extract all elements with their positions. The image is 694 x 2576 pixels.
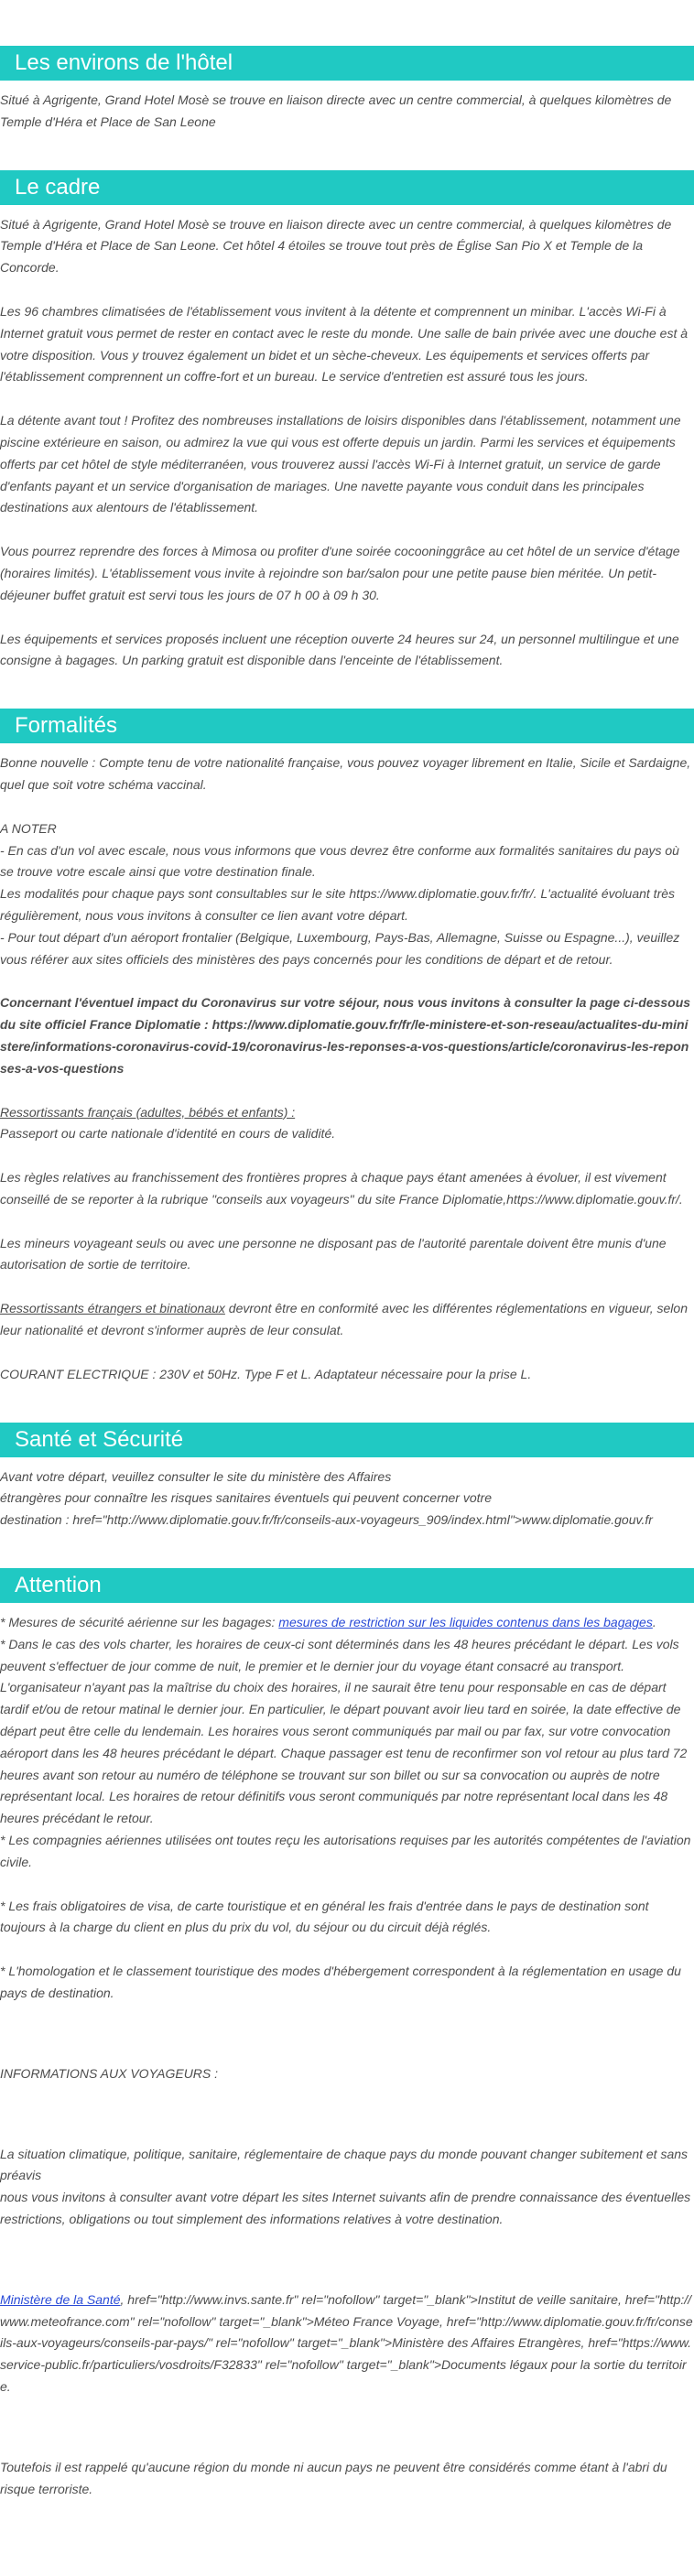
cadre-paragraph: Les 96 chambres climatisées de l'établissement vous invitent à la détente et comprennent un minibar. L'accès Wi-Fi à Internet gratuit vous permet de rester en contact avec le reste du monde. Une salle de bain privée avec une douche est à votre disposition. Vous y trouvez également un bidet et un sèche-cheveux. Les équipements et services offerts par l'établissement comprennent un coffre-fort et un bureau. Le service d'entretien est assuré tous les jours.: [0, 303, 689, 384]
formalites-note-block: [0, 818, 694, 971]
climate-line: La situation climatique, politique, sanitaire, réglementaire de chaque pays du monde pouvant changer subitement et sans préavis: [0, 2146, 689, 2183]
baggage-suffix: .: [652, 1615, 656, 1630]
note-title: A NOTER: [0, 820, 57, 836]
border-rules: Les règles relatives au franchissement des frontières propres à chaque pays étant amenées à évoluer, il est vivement conseillé de se reporter à la rubrique "conseils aux voyageurs" du site France Diplomatie,https://www.diplomatie.gouv.fr/.: [0, 1170, 683, 1207]
formalites-intro: Bonne nouvelle : Compte tenu de votre nationalité française, vous pouvez voyager librement en Italie, Sicile et Sardaigne, quel que soit votre schéma vaccinal.: [0, 755, 691, 792]
minors-rules: Les mineurs voyageant seuls ou avec une personne ne disposant pas de l'autorité parentale doivent être munis d'une autorisation de sortie de territoire.: [0, 1235, 667, 1272]
sante-line: Avant votre départ, veuillez consulter le site du ministère des Affaires: [0, 1468, 392, 1484]
section-title-attention: Attention: [0, 1568, 694, 1603]
terror-risk-text: Toutefois il est rappelé qu'aucune région du monde ni aucun pays ne peuvent être considérés comme étant à l'abri du risque terroriste.: [0, 2459, 667, 2496]
sante-line: destination : href="http://www.diplomatie.gouv.fr/fr/conseils-aux-voyageurs_909/index.html">www.diplomatie.gouv.fr: [0, 1512, 653, 1528]
section-attention: [0, 1568, 694, 2500]
visa-fees-text: * Les frais obligatoires de visa, de carte touristique et en général les frais d'entrée dans le pays de destination sont toujours à la charge du client en plus du prix du vol, du séjour ou du circuit déjà réglés.: [0, 1898, 649, 1935]
section-title-sante: Santé et Sécurité: [0, 1423, 694, 1457]
liquid-restrictions-link[interactable]: mesures de restriction sur les liquides contenus dans les bagages: [278, 1615, 653, 1630]
section-environs: [0, 46, 694, 134]
electric-current: COURANT ELECTRIQUE : 230V et 50Hz. Type F et L. Adaptateur nécessaire pour la prise L.: [0, 1366, 532, 1381]
section-sante: [0, 1423, 694, 1532]
note-line: Les modalités pour chaque pays sont consultables sur le site https://www.diplomatie.gouv.fr/fr/. L'actualité évoluant très régulièrement, nous vous invitons à consulter ce lien avant votre départ.: [0, 886, 676, 923]
travel-info-title: INFORMATIONS AUX VOYAGEURS :: [0, 2065, 219, 2081]
attention-block: [0, 1612, 694, 1874]
fr-nationals-title: Ressortissants français (adultes, bébés et enfants) :: [0, 1104, 296, 1120]
section-formalites: [0, 709, 694, 1386]
sante-line: étrangères pour connaître les risques sanitaires éventuels qui peuvent concerner votre: [0, 1490, 492, 1506]
climate-block: [0, 2144, 694, 2231]
note-line: - Pour tout départ d'un aéroport frontalier (Belgique, Luxembourg, Pays-Bas, Allemagne, Suisse ou Espagne...), veuillez vous référer aux sites officiels des ministères des pays concernés pour les conditions de départ et de retour.: [0, 929, 680, 967]
foreign-nationals-block: [0, 1298, 694, 1342]
section-cadre: [0, 170, 694, 673]
note-line: - En cas d'un vol avec escale, nous vous informons que vous devrez être conforme aux formalités sanitaires du pays où se trouve votre escale ainsi que votre destination finale.: [0, 842, 679, 880]
cadre-paragraph: Vous pourrez reprendre des forces à Mimosa ou profiter d'une soirée cocooninggrâce au cet hôtel de un service d'étage (horaires limités). L'établissement vous invite à rejoindre son bar/salon pour une petite pause bien méritée. Un petit-déjeuner buffet gratuit est servi tous les jours de 07 h 00 à 09 h 30.: [0, 544, 680, 602]
covid-notice: Concernant l'éventuel impact du Coronavirus sur votre séjour, nous vous invitons à consulter la page ci-dessous du site officiel France Diplomatie : https://www.diplomatie.gouv.fr/fr/le-ministere-et-son-reseau/actualites-du-ministere/informations-coronavirus-covid-19/coronavirus-les-reponses-a-vos-questions/article/coronavirus-les-reponses-a-vos-questions: [0, 995, 691, 1076]
fr-nationals-text: Passeport ou carte nationale d'identité en cours de validité.: [0, 1126, 336, 1142]
climate-line: nous vous invitons à consulter avant votre départ les sites Internet suivants afin de prendre connaissance des éventuelles restrictions, obligations ou tout simplement des informations relatives à votre destination.: [0, 2190, 691, 2226]
cadre-paragraph: La détente avant tout ! Profitez des nombreuses installations de loisirs disponibles dans l'établissement, notamment une piscine extérieure en saison, ou admirez la vue qui vous est offerte depuis un jardin. Parmi les services et équipements offerts par cet hôtel de style méditerranéen, vous trouverez aussi l'accès Wi-Fi à Internet gratuit, un service de garde d'enfants payant et un service d'organisation de mariages. Une navette payante vous conduit dans les principales destinations aux alentours de l'établissement.: [0, 413, 681, 515]
environs-text: Situé à Agrigente, Grand Hotel Mosè se trouve en liaison directe avec un centre commercial, à quelques kilomètres de Temple d'Héra et Place de San Leone: [0, 92, 672, 129]
health-ministry-link[interactable]: Ministère de la Santé: [0, 2291, 121, 2307]
foreign-nationals-title: Ressortissants étrangers et binationaux: [0, 1301, 225, 1316]
section-title-environs: Les environs de l'hôtel: [0, 46, 694, 81]
charter-flights-text: * Dans le cas des vols charter, les horaires de ceux-ci sont déterminés dans les 48 heures précédant le départ. Les vols peuvent s'effectuer de jour comme de nuit, le premier et le dernier jour du voyage étant consacré au transport. L'organisateur n'ayant pas la maîtrise du choix des horaires, il ne saurait être tenu pour responsable en cas de départ tardif et/ou de retour matinal le dernier jour. En particulier, le départ pouvant avoir lieu tard en soirée, la date effective de départ peut être celle du lendemain. Les horaires vous seront communiqués par mail ou par fax, sur votre convocation aéroport dans les 48 heures précédant le départ. Chaque passager est tenu de reconfirmer son vol retour au plus tard 72 heures avant son retour au numéro de téléphone se trouvant sur son billet ou sur sa convocation ou auprès de notre représentant local. Les horaires de retour définitifs vous seront communiqués par notre représentant local dans les 48 heures précédant le retour.: [0, 1636, 688, 1826]
cadre-paragraph: Situé à Agrigente, Grand Hotel Mosè se trouve en liaison directe avec un centre commercial, à quelques kilomètres de Temple d'Héra et Place de San Leone. Cet hôtel 4 étoiles se trouve tout près de Église San Pio X et Temple de la Concorde.: [0, 216, 672, 276]
airlines-text: * Les compagnies aériennes utilisées ont toutes reçu les autorisations requises par les autorités compétentes de l'aviation civile.: [0, 1833, 691, 1869]
sante-text: [0, 1467, 694, 1532]
foreign-nationals-text: devront être en conformité avec les différentes réglementations en vigueur, selon leur nationalité et devront s'informer auprès de leur consulat.: [0, 1301, 688, 1338]
homologation-text: * L'homologation et le classement touristique des modes d'hébergement correspondent à la réglementation en usage du pays de destination.: [0, 1964, 681, 2001]
cadre-paragraph: Les équipements et services proposés incluent une réception ouverte 24 heures sur 24, un personnel multilingue et une consigne à bagages. Un parking gratuit est disponible dans l'enceinte de l'établissement.: [0, 631, 679, 668]
fr-nationals-block: [0, 1102, 694, 1146]
official-links-block: [0, 2289, 694, 2398]
baggage-prefix: * Mesures de sécurité aérienne sur les bagages:: [0, 1615, 279, 1630]
section-title-formalites: Formalités: [0, 709, 694, 743]
official-links-text: , href="http://www.invs.sante.fr" rel="nofollow" target="_blank">Institut de veille sanitaire, href="http://www.meteofrance.com" rel="nofollow" target="_blank">Méteo France Voyage, href="http://www.diplomatie.gouv.fr/fr/conseils-aux-voyageurs/conseils-par-pays/" rel="nofollow" target="_blank">Ministère des Affaires Etrangères, href="https://www.service-public.fr/particuliers/vosdroits/F32833" rel="nofollow" target="_blank">Documents légaux pour la sortie du territoire.: [0, 2291, 693, 2394]
section-title-cadre: Le cadre: [0, 170, 694, 205]
